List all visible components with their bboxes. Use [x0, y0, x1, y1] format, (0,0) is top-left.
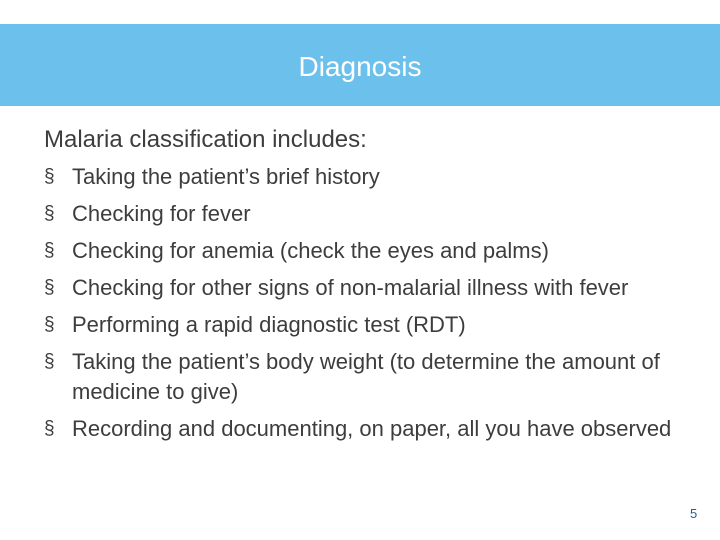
intro-text: Malaria classification includes:: [44, 126, 367, 153]
list-item-text: Recording and documenting, on paper, all you have observed: [72, 416, 672, 441]
list-item-text: Checking for fever: [72, 201, 251, 226]
slide-content: [44, 124, 684, 451]
list-item-text: Performing a rapid diagnostic test (RDT): [72, 312, 466, 337]
bullet-icon: §: [44, 277, 55, 298]
list-item: [44, 162, 684, 192]
list-item: [44, 347, 684, 407]
bullet-icon: §: [44, 418, 55, 439]
slide-title-text: Diagnosis: [298, 51, 422, 82]
list-item: [44, 273, 684, 303]
list-item-text: Taking the patient’s brief history: [72, 164, 380, 189]
list-item: [44, 414, 684, 444]
bullet-icon: §: [44, 314, 55, 335]
bullet-icon: §: [44, 351, 55, 372]
bullet-list: [44, 162, 684, 444]
list-item: [44, 199, 684, 229]
slide-title: [0, 50, 720, 84]
bullet-icon: §: [44, 166, 55, 187]
list-item: [44, 310, 684, 340]
list-item-text: Checking for anemia (check the eyes and palms): [72, 238, 549, 263]
list-item: [44, 236, 684, 266]
list-item-text: Checking for other signs of non-malarial illness with fever: [72, 275, 629, 300]
bullet-icon: §: [44, 203, 55, 224]
bullet-icon: §: [44, 240, 55, 261]
page-number: 5: [690, 506, 698, 521]
list-item-text: Taking the patient’s body weight (to determine the amount of medicine to give): [72, 349, 660, 404]
